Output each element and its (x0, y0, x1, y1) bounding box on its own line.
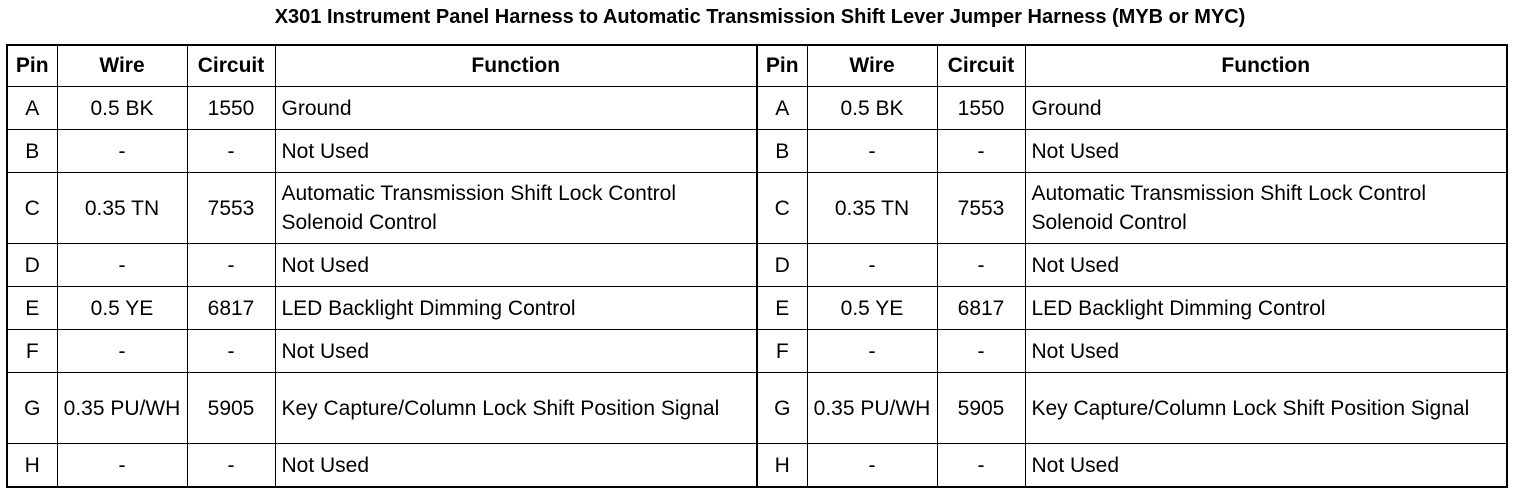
table-row (7, 173, 1507, 244)
circuit-cell: 6817 (937, 287, 1025, 330)
function-cell: Automatic Transmission Shift Lock Control Solenoid Control (1025, 173, 1507, 244)
wire-cell: 0.5 YE (57, 287, 187, 330)
function-cell: Not Used (275, 330, 757, 373)
function-cell: Ground (275, 87, 757, 130)
function-cell: LED Backlight Dimming Control (275, 287, 757, 330)
wire-cell: - (57, 330, 187, 373)
pin-cell: A (757, 87, 807, 130)
circuit-cell: - (187, 244, 275, 287)
header-function: Function (1025, 45, 1507, 87)
header-circuit: Circuit (187, 45, 275, 87)
pin-cell: C (7, 173, 57, 244)
table-row (7, 244, 1507, 287)
pin-cell: G (7, 373, 57, 444)
wire-cell: 0.35 PU/WH (57, 373, 187, 444)
wire-cell: - (57, 130, 187, 173)
pin-cell: B (7, 130, 57, 173)
header-function: Function (275, 45, 757, 87)
table-row (7, 444, 1507, 488)
table-row (7, 87, 1507, 130)
function-cell: Not Used (275, 244, 757, 287)
function-cell: Not Used (1025, 244, 1507, 287)
wire-cell: - (57, 444, 187, 488)
pin-cell: B (757, 130, 807, 173)
wire-cell: 0.35 TN (57, 173, 187, 244)
wire-cell: 0.5 BK (807, 87, 937, 130)
table-row (7, 130, 1507, 173)
wire-cell: - (807, 244, 937, 287)
table-row (7, 330, 1507, 373)
circuit-cell: - (187, 330, 275, 373)
wire-cell: 0.35 TN (807, 173, 937, 244)
function-cell: LED Backlight Dimming Control (1025, 287, 1507, 330)
wire-cell: - (807, 444, 937, 488)
wire-cell: 0.5 YE (807, 287, 937, 330)
function-cell: Ground (1025, 87, 1507, 130)
header-wire: Wire (807, 45, 937, 87)
function-cell: Not Used (275, 130, 757, 173)
pin-cell: A (7, 87, 57, 130)
pin-cell: G (757, 373, 807, 444)
wire-cell: - (57, 244, 187, 287)
circuit-cell: 6817 (187, 287, 275, 330)
pin-cell: F (7, 330, 57, 373)
circuit-cell: 7553 (187, 173, 275, 244)
pin-cell: D (757, 244, 807, 287)
circuit-cell: - (937, 130, 1025, 173)
circuit-cell: - (937, 244, 1025, 287)
header-pin: Pin (7, 45, 57, 87)
pin-cell: C (757, 173, 807, 244)
function-cell: Key Capture/Column Lock Shift Position Signal (275, 373, 757, 444)
function-cell: Not Used (275, 444, 757, 488)
circuit-cell: - (937, 330, 1025, 373)
circuit-cell: - (187, 444, 275, 488)
header-circuit: Circuit (937, 45, 1025, 87)
pin-cell: D (7, 244, 57, 287)
table-row (7, 373, 1507, 444)
wire-cell: 0.35 PU/WH (807, 373, 937, 444)
circuit-cell: 7553 (937, 173, 1025, 244)
function-cell: Not Used (1025, 330, 1507, 373)
circuit-cell: 5905 (937, 373, 1025, 444)
header-wire: Wire (57, 45, 187, 87)
pin-cell: E (757, 287, 807, 330)
wire-cell: 0.5 BK (57, 87, 187, 130)
table-row (7, 287, 1507, 330)
circuit-cell: - (187, 130, 275, 173)
function-cell: Not Used (1025, 130, 1507, 173)
pin-cell: H (7, 444, 57, 488)
pin-cell: E (7, 287, 57, 330)
pin-cell: F (757, 330, 807, 373)
pinout-table (6, 44, 1508, 488)
header-row (7, 45, 1507, 87)
wire-cell: - (807, 330, 937, 373)
header-pin: Pin (757, 45, 807, 87)
function-cell: Key Capture/Column Lock Shift Position Signal (1025, 373, 1507, 444)
circuit-cell: 1550 (187, 87, 275, 130)
document-title: X301 Instrument Panel Harness to Automatic Transmission Shift Lever Jumper Harness (MYB or MYC) (274, 6, 1246, 28)
circuit-cell: 5905 (187, 373, 275, 444)
wire-cell: - (807, 130, 937, 173)
function-cell: Automatic Transmission Shift Lock Control Solenoid Control (275, 173, 757, 244)
circuit-cell: 1550 (937, 87, 1025, 130)
pin-cell: H (757, 444, 807, 488)
circuit-cell: - (937, 444, 1025, 488)
function-cell: Not Used (1025, 444, 1507, 488)
